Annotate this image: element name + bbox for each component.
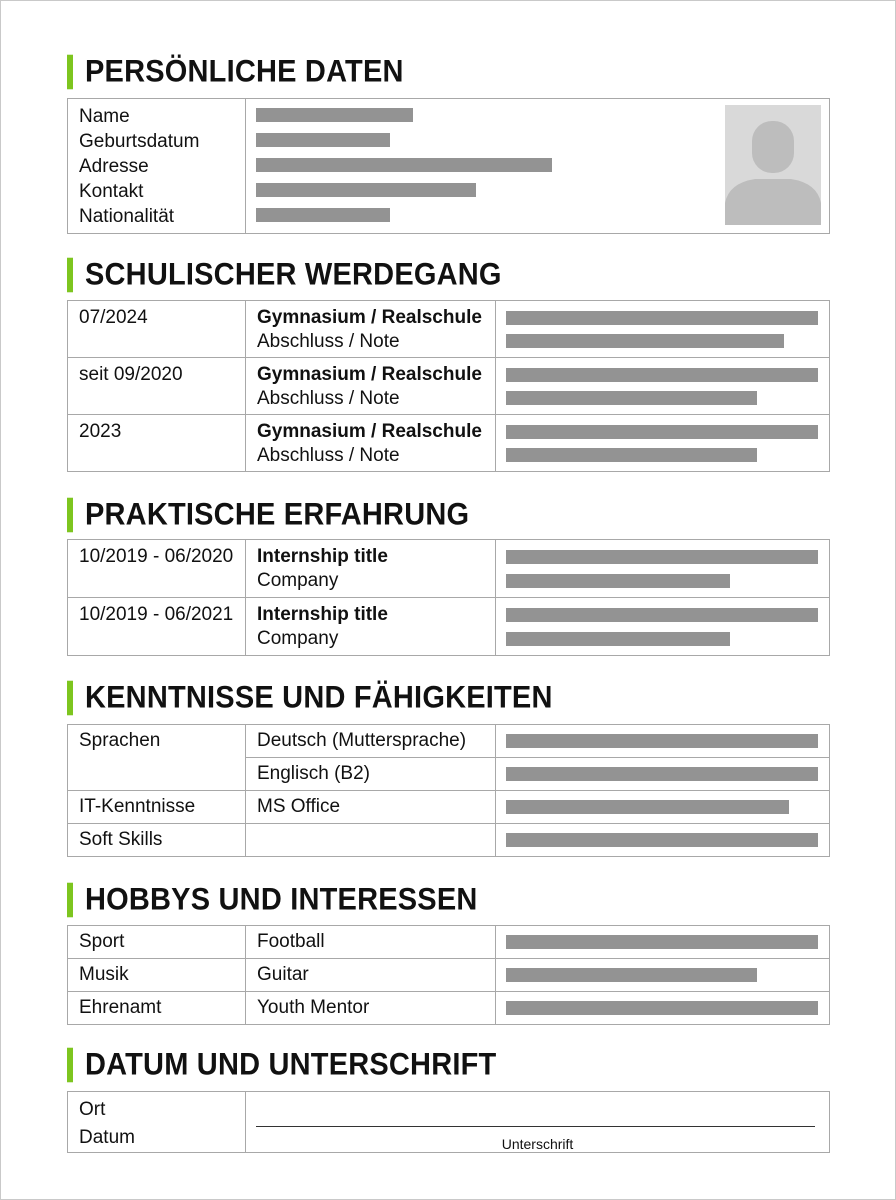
table-row — [68, 1092, 830, 1153]
details-cell — [496, 358, 830, 415]
placeholder-bar — [506, 632, 730, 646]
table-row — [68, 415, 830, 472]
table-row — [68, 959, 830, 992]
entry-subtitle: Company — [257, 570, 339, 591]
placeholder-bar — [506, 800, 789, 814]
table-row — [68, 725, 830, 758]
label-birthdate: Geburtsdatum — [79, 131, 200, 152]
category-cell: Sport — [68, 926, 246, 959]
skills-table — [67, 724, 830, 857]
section-signature — [67, 1047, 831, 1152]
placeholder-bar — [256, 158, 552, 172]
section-school — [67, 257, 831, 466]
details-cell — [496, 301, 830, 358]
table-row — [68, 598, 830, 656]
label-name: Name — [79, 106, 130, 127]
school-table — [67, 300, 830, 472]
section-title — [67, 882, 831, 919]
entry-title: Gymnasium / Realschule — [257, 421, 482, 442]
item-cell: Youth Mentor — [246, 992, 496, 1025]
placeholder-bar — [256, 108, 413, 122]
section-title — [67, 680, 831, 717]
item-cell: Deutsch (Muttersprache) — [246, 725, 496, 758]
section-title — [67, 497, 831, 534]
entry-cell — [246, 540, 496, 598]
placeholder-bar — [506, 550, 818, 564]
category-cell: Ehrenamt — [68, 992, 246, 1025]
label-place: Ort — [79, 1099, 106, 1120]
category-cell: IT-Kenntnisse — [68, 791, 246, 824]
place-date-cell — [68, 1092, 246, 1153]
entry-cell — [246, 358, 496, 415]
signature-label: Unterschrift — [501, 1136, 574, 1152]
section-title — [67, 257, 831, 294]
placeholder-bar — [506, 968, 757, 982]
placeholder-bar — [506, 425, 818, 439]
placeholder-bar — [506, 1001, 818, 1015]
date-cell: 10/2019 - 06/2021 — [68, 598, 246, 656]
entry-cell — [246, 415, 496, 472]
signature-cell[interactable] — [246, 1092, 830, 1153]
entry-subtitle: Abschluss / Note — [257, 331, 400, 352]
item-cell: MS Office — [246, 791, 496, 824]
placeholder-bar — [506, 767, 818, 781]
placeholder-bar — [506, 334, 784, 348]
table-row — [68, 358, 830, 415]
placeholder-bar — [506, 833, 818, 847]
section-title-text: HOBBYS UND INTERESSEN — [85, 882, 478, 918]
placeholder-bar — [506, 311, 818, 325]
placeholder-bar — [506, 574, 730, 588]
section-title-text: PRAKTISCHE ERFAHRUNG — [85, 497, 470, 533]
category-cell: Musik — [68, 959, 246, 992]
label-nationality: Nationalität — [79, 206, 175, 227]
item-cell — [246, 824, 496, 857]
section-hobbies — [67, 882, 831, 1018]
placeholder-bar — [506, 391, 757, 405]
placeholder-bar — [506, 448, 757, 462]
table-row — [68, 540, 830, 598]
entry-subtitle: Company — [257, 628, 339, 649]
signature-line — [256, 1126, 815, 1127]
entry-cell — [246, 301, 496, 358]
date-cell: 2023 — [68, 415, 246, 472]
section-personal — [67, 54, 831, 227]
accent-bar — [67, 1048, 73, 1083]
accent-bar — [67, 883, 73, 918]
item-cell: Guitar — [246, 959, 496, 992]
table-row — [68, 301, 830, 358]
hobbies-table — [67, 925, 830, 1025]
label-date: Datum — [79, 1127, 135, 1148]
entry-subtitle: Abschluss / Note — [257, 388, 400, 409]
details-cell — [496, 824, 830, 857]
personal-values — [246, 99, 830, 234]
entry-title: Internship title — [257, 604, 388, 625]
placeholder-bar — [256, 208, 390, 222]
section-title-text: PERSÖNLICHE DATEN — [85, 54, 404, 90]
placeholder-bar — [506, 935, 818, 949]
details-cell — [496, 725, 830, 758]
section-experience — [67, 497, 831, 649]
photo-placeholder[interactable] — [725, 105, 821, 225]
date-cell: 07/2024 — [68, 301, 246, 358]
personal-table — [67, 98, 830, 234]
accent-bar — [67, 498, 73, 533]
placeholder-bar — [506, 734, 818, 748]
section-title-text: SCHULISCHER WERDEGANG — [85, 257, 502, 293]
table-row — [68, 926, 830, 959]
details-cell — [496, 415, 830, 472]
entry-title: Gymnasium / Realschule — [257, 307, 482, 328]
accent-bar — [67, 681, 73, 716]
entry-cell — [246, 598, 496, 656]
accent-bar — [67, 55, 73, 90]
category-cell: Soft Skills — [68, 824, 246, 857]
placeholder-bar — [506, 608, 818, 622]
accent-bar — [67, 258, 73, 293]
category-cell: Sprachen — [68, 725, 246, 791]
entry-title: Internship title — [257, 546, 388, 567]
date-cell: seit 09/2020 — [68, 358, 246, 415]
item-cell: Englisch (B2) — [246, 758, 496, 791]
person-silhouette-icon — [725, 105, 821, 225]
details-cell — [496, 959, 830, 992]
details-cell — [496, 758, 830, 791]
placeholder-bar — [256, 183, 476, 197]
placeholder-bar — [506, 368, 818, 382]
personal-labels — [68, 99, 246, 234]
table-row — [68, 992, 830, 1025]
placeholder-bar — [256, 133, 390, 147]
section-title — [67, 1047, 831, 1084]
signature-table — [67, 1091, 830, 1153]
section-title — [67, 54, 831, 91]
table-row — [68, 824, 830, 857]
entry-title: Gymnasium / Realschule — [257, 364, 482, 385]
details-cell — [496, 992, 830, 1025]
details-cell — [496, 926, 830, 959]
details-cell — [496, 540, 830, 598]
item-cell: Football — [246, 926, 496, 959]
experience-table — [67, 539, 830, 656]
section-skills — [67, 680, 831, 850]
date-cell: 10/2019 - 06/2020 — [68, 540, 246, 598]
details-cell — [496, 598, 830, 656]
details-cell — [496, 791, 830, 824]
label-address: Adresse — [79, 156, 149, 177]
entry-subtitle: Abschluss / Note — [257, 445, 400, 466]
label-contact: Kontakt — [79, 181, 144, 202]
section-title-text: KENNTNISSE UND FÄHIGKEITEN — [85, 680, 553, 716]
table-row — [68, 791, 830, 824]
section-title-text: DATUM UND UNTERSCHRIFT — [85, 1047, 497, 1083]
